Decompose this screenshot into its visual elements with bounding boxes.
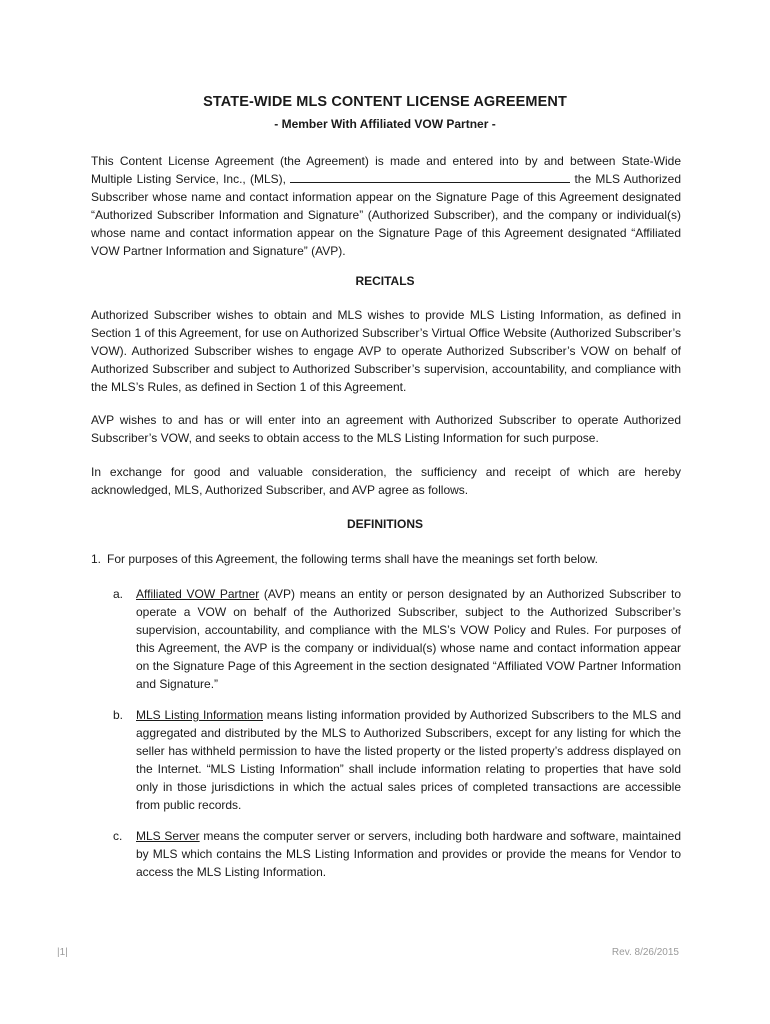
definitions-heading: DEFINITIONS	[346, 517, 423, 531]
recital-paragraph-1: Authorized Subscriber wishes to obtain and MLS wishes to provide MLS Listing Information, as defined in Section 1 of this Agreement, for use on Authorized Subscriber’s Virtual Office Website (Authorized Subscriber’s VOW). Authorized Subscriber wishes to engage AVP to operate Authorized Subscriber’s VOW on behalf of Authorized Subscriber and subject to Authorized Subscriber’s supervision, accountability, and compliance with the MLS’s Rules, as defined in Section 1 of this Agreement.	[91, 308, 681, 394]
document-title: STATE-WIDE MLS CONTENT LICENSE AGREEMENT	[203, 94, 567, 110]
definition-body	[136, 585, 681, 693]
recital-paragraph-3: In exchange for good and valuable consideration, the sufficiency and receipt of which are hereby acknowledged, MLS, Authorized Subscriber, and AVP agree as follows.	[91, 465, 681, 497]
party-name-blank	[290, 171, 570, 183]
intro-text-start: This Content License Agreement (the Agreement) is made and entered into by and between State-Wide Multiple Listing Service, Inc., (MLS),	[91, 154, 681, 186]
page-number: |1|	[57, 947, 68, 958]
definition-body	[136, 706, 681, 814]
intro-text-end: the MLS Authorized Subscriber whose name and contact information appear on the Signature Page of this Agreement designated “Authorized Subscriber Information and Signature” (Authorized Subscriber), and the company or individual(s) whose name and contact information appear on the Signature Page of this Agreement designated “Affiliated VOW Partner Information and Signature” (AVP).	[91, 172, 681, 258]
defined-term: Affiliated VOW Partner	[136, 587, 260, 601]
section-number: 1.	[91, 552, 102, 566]
revision-date: Rev. 8/26/2015	[611, 947, 679, 958]
defined-term: MLS Server	[136, 829, 200, 843]
definition-intro	[91, 550, 681, 568]
item-letter: c.	[113, 829, 123, 843]
recital-paragraph-2: AVP wishes to and has or will enter into an agreement with Authorized Subscriber to operate Authorized Subscriber’s VOW, and seeks to obtain access to the MLS Listing Information for such purpose.	[91, 413, 681, 445]
document-subtitle: - Member With Affiliated VOW Partner -	[274, 117, 496, 131]
defined-term: MLS Listing Information	[136, 708, 263, 722]
item-letter: b.	[113, 708, 124, 722]
definition-text: (AVP) means an entity or person designated by an Authorized Subscriber to operate a VOW on behalf of the Authorized Subscriber, subject to the Authorized Subscriber’s supervision, accountability, and compliance with the MLS’s VOW Policy and Rules. For purposes of this Agreement, the AVP is the company or individual(s) whose name and contact information appear on the Signature Page of this Agreement in the section designated “Affiliated VOW Partner Information and Signature.”	[136, 587, 681, 691]
definition-body	[136, 827, 681, 881]
intro-paragraph	[91, 152, 681, 260]
definition-text: means listing information provided by Authorized Subscribers to the MLS and aggregated and distributed by the MLS to Authorized Subscribers, except for any listing for which the seller has withheld permission to have the listed property or the listed property’s address displayed on the Internet. “MLS Listing Information” shall include information relating to properties that have sold only in those jurisdictions in which the actual sales prices of completed transactions are accessible from public records.	[136, 708, 682, 812]
definition-intro-text: For purposes of this Agreement, the following terms shall have the meanings set forth below.	[107, 552, 598, 566]
recitals-heading: RECITALS	[355, 274, 415, 288]
item-letter: a.	[113, 587, 124, 601]
definition-text: means the computer server or servers, including both hardware and software, maintained by MLS which contains the MLS Listing Information and provides or provide the means for Vendor to access the MLS Listing Information.	[136, 829, 681, 879]
